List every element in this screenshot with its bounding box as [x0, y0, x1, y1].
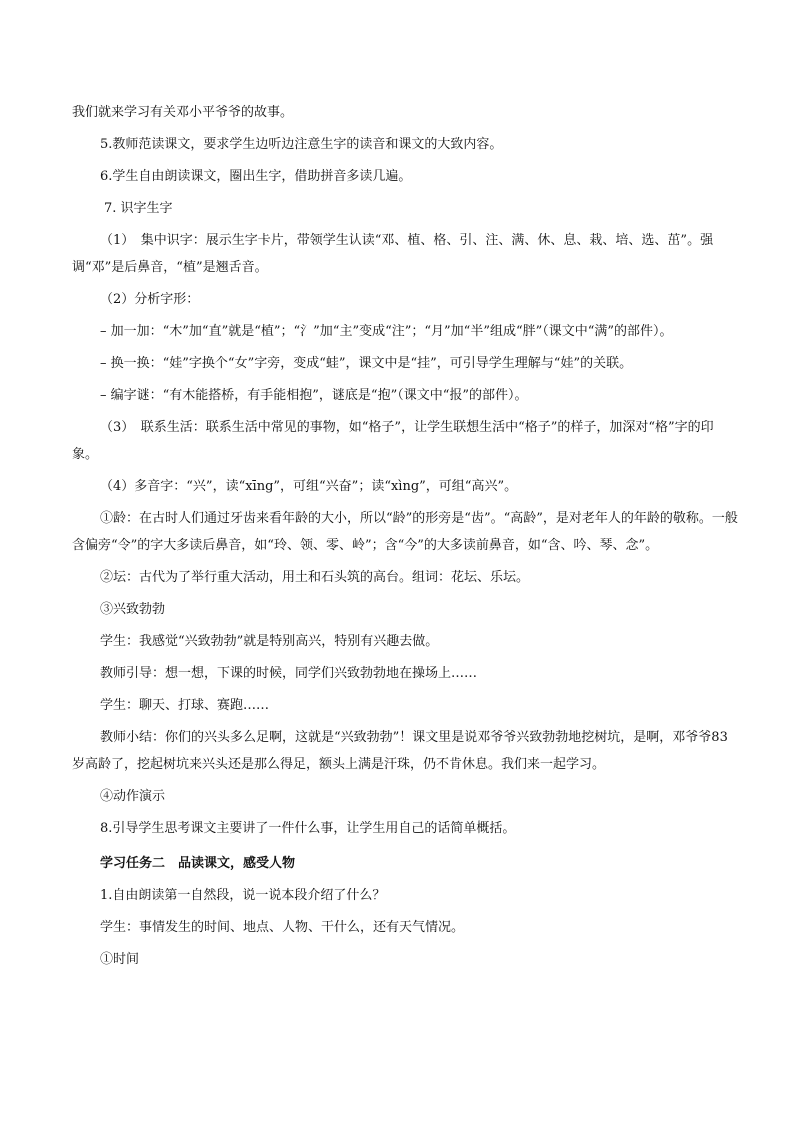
paragraph: ②坛：古代为了举行重大活动，用土和石头筑的高台。组词：花坛、乐坛。	[100, 570, 530, 585]
paragraph: （3） 联系生活：联系生活中常见的事物，如“格子”，让学生联想生活中“格子”的样子，加深对“格”字的印象。	[72, 420, 714, 462]
document-body	[72, 99, 738, 978]
paragraph: （4）多音字：“兴”，读“xīng”，可组“兴奋”；读“xìng”，可组“高兴”。	[100, 479, 518, 494]
paragraph: 我们就来学习有关邓小平爷爷的故事。	[72, 105, 294, 120]
paragraph: （2）分析字形：	[100, 292, 200, 307]
paragraph: ①龄：在古时人们通过牙齿来看年龄的大小，所以“龄”的形旁是“齿”。“高龄”，是对老年人的年龄的敬称。一般含偏旁“令”的字大多读后鼻音，如“玲、领、零、岭”；含“今”的大多读前鼻音，如“含、吟、琴、念”。	[72, 511, 738, 553]
paragraph: 教师引导：想一想，下课的时候，同学们兴致勃勃地在操场上……	[100, 666, 478, 681]
paragraph: 学生：我感觉“兴致勃勃”就是特别高兴，特别有兴趣去做。	[100, 634, 439, 649]
paragraph: 教师小结：你们的兴头多么足啊，这就是“兴致勃勃”！课文里是说邓爷爷兴致勃勃地挖树坑，是啊，邓爷爷83岁高龄了，挖起树坑来兴头还是那么得足，额头上满是汗珠，仍不肯休息。我们来一起学习。	[72, 730, 728, 772]
paragraph: 学生：聊天、打球、赛跑……	[100, 698, 270, 713]
paragraph: ①时间	[100, 952, 140, 967]
paragraph: ③兴致勃勃	[100, 602, 166, 617]
paragraph: ④动作演示	[100, 789, 166, 804]
paragraph: 5.教师范读课文，要求学生边听边注意生字的读音和课文的大致内容。	[100, 137, 503, 152]
paragraph: 学生：事情发生的时间、地点、人物、干什么，还有天气情况。	[100, 920, 465, 935]
paragraph: – 加一加：“木”加“直”就是“植”；“氵”加“主”变成“注”；“月”加“半”组成“胖”（课文中“满”的部件）。	[100, 324, 673, 339]
paragraph: 6.学生自由朗读课文，圈出生字，借助拼音多读几遍。	[100, 169, 412, 184]
paragraph: – 换一换：“娃”字换个“女”字旁，变成“蛙”，课文中是“挂”，可引导学生理解与“娃”的关联。	[100, 356, 633, 371]
paragraph: 7. 识字生字	[104, 201, 173, 216]
section-heading: 学习任务二 品读课文，感受人物	[100, 856, 296, 871]
paragraph: – 编字谜：“有木能搭桥，有手能相抱”，谜底是“抱”（课文中“报”的部件）。	[100, 388, 528, 403]
paragraph: 1.自由朗读第一自然段，说一说本段介绍了什么？	[100, 888, 386, 903]
paragraph: 8.引导学生思考课文主要讲了一件什么事，让学生用自己的话简单概括。	[100, 821, 516, 836]
paragraph: （1） 集中识字：展示生字卡片，带领学生认读“邓、植、格、引、注、满、休、息、栽、培、选、茁”。强调“邓”是后鼻音，“植”是翘舌音。	[72, 233, 714, 275]
